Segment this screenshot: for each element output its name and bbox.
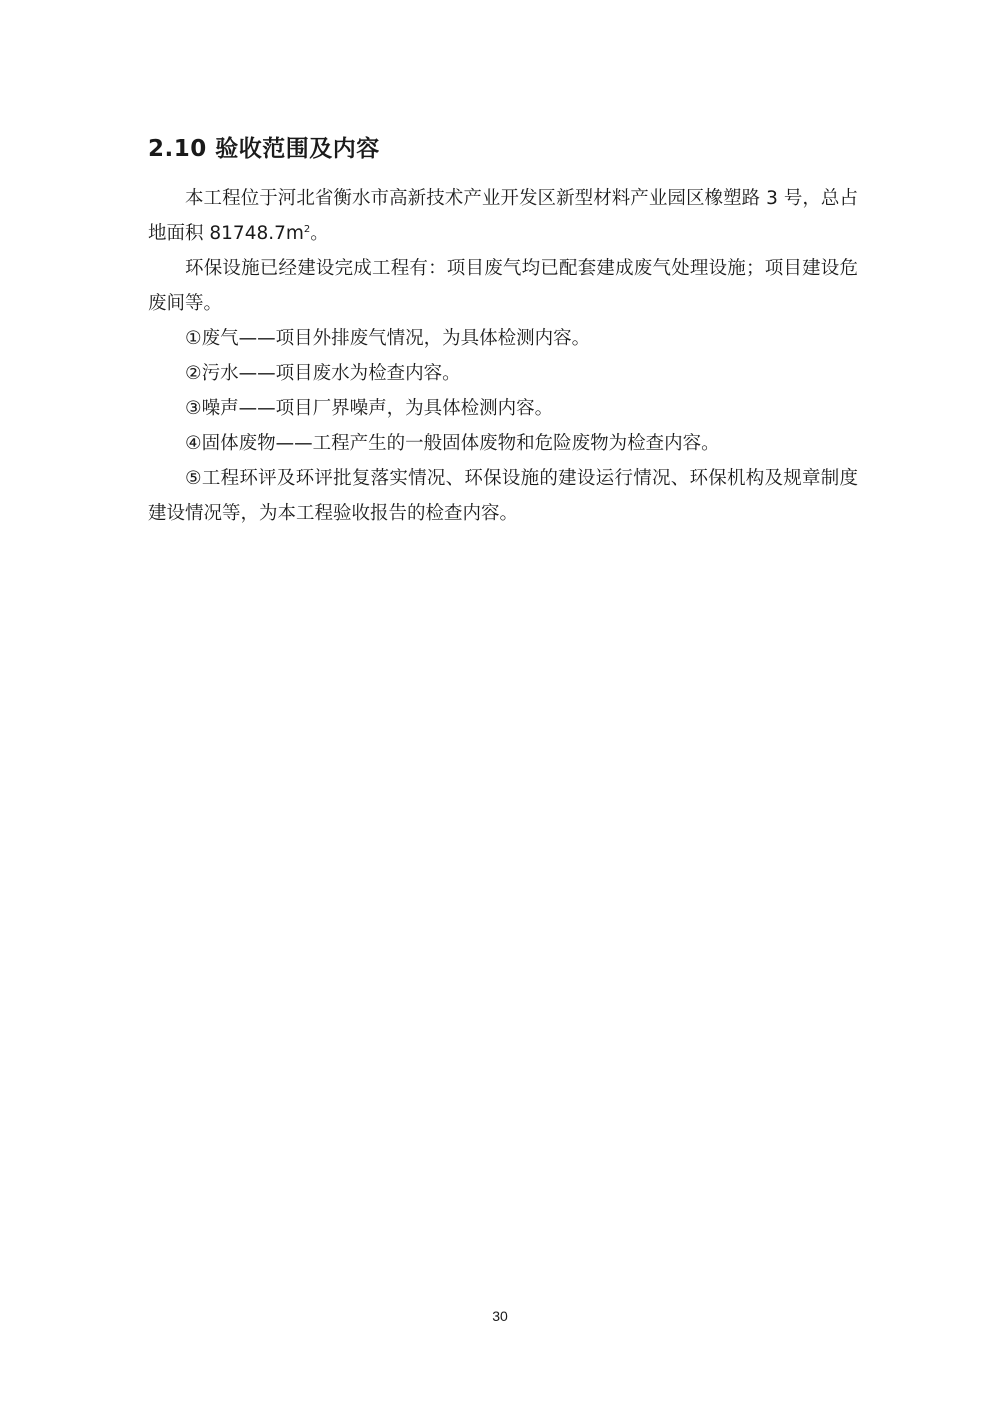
list-item-exhaust-gas: ①废气——项目外排废气情况，为具体检测内容。 bbox=[185, 328, 591, 349]
paragraph-facilities: 环保设施已经建设完成工程有：项目废气均已配套建成废气处理设施；项目建设危废间等。 bbox=[148, 258, 858, 314]
page-number: 30 bbox=[492, 1308, 508, 1324]
area-unit-superscript: 2 bbox=[303, 223, 311, 235]
list-item-noise: ③噪声——项目厂界噪声，为具体检测内容。 bbox=[185, 398, 554, 419]
list-item-wastewater: ②污水——项目废水为检查内容。 bbox=[185, 363, 461, 384]
paragraph-location bbox=[148, 181, 858, 251]
paragraph-location-text: 本工程位于河北省衡水市高新技术产业开发区新型材料产业园区橡塑路 3 号，总占地面积 81748.7m bbox=[148, 188, 858, 244]
list-item-eia-compliance: ⑤工程环评及环评批复落实情况、环保设施的建设运行情况、环保机构及规章制度建设情况等，为本工程验收报告的检查内容。 bbox=[148, 468, 858, 524]
paragraph-location-end: 。 bbox=[310, 223, 329, 244]
section-heading: 2.10 验收范围及内容 bbox=[148, 136, 380, 162]
list-item-solid-waste: ④固体废物——工程产生的一般固体废物和危险废物为检查内容。 bbox=[185, 433, 720, 454]
section-body bbox=[148, 181, 858, 531]
